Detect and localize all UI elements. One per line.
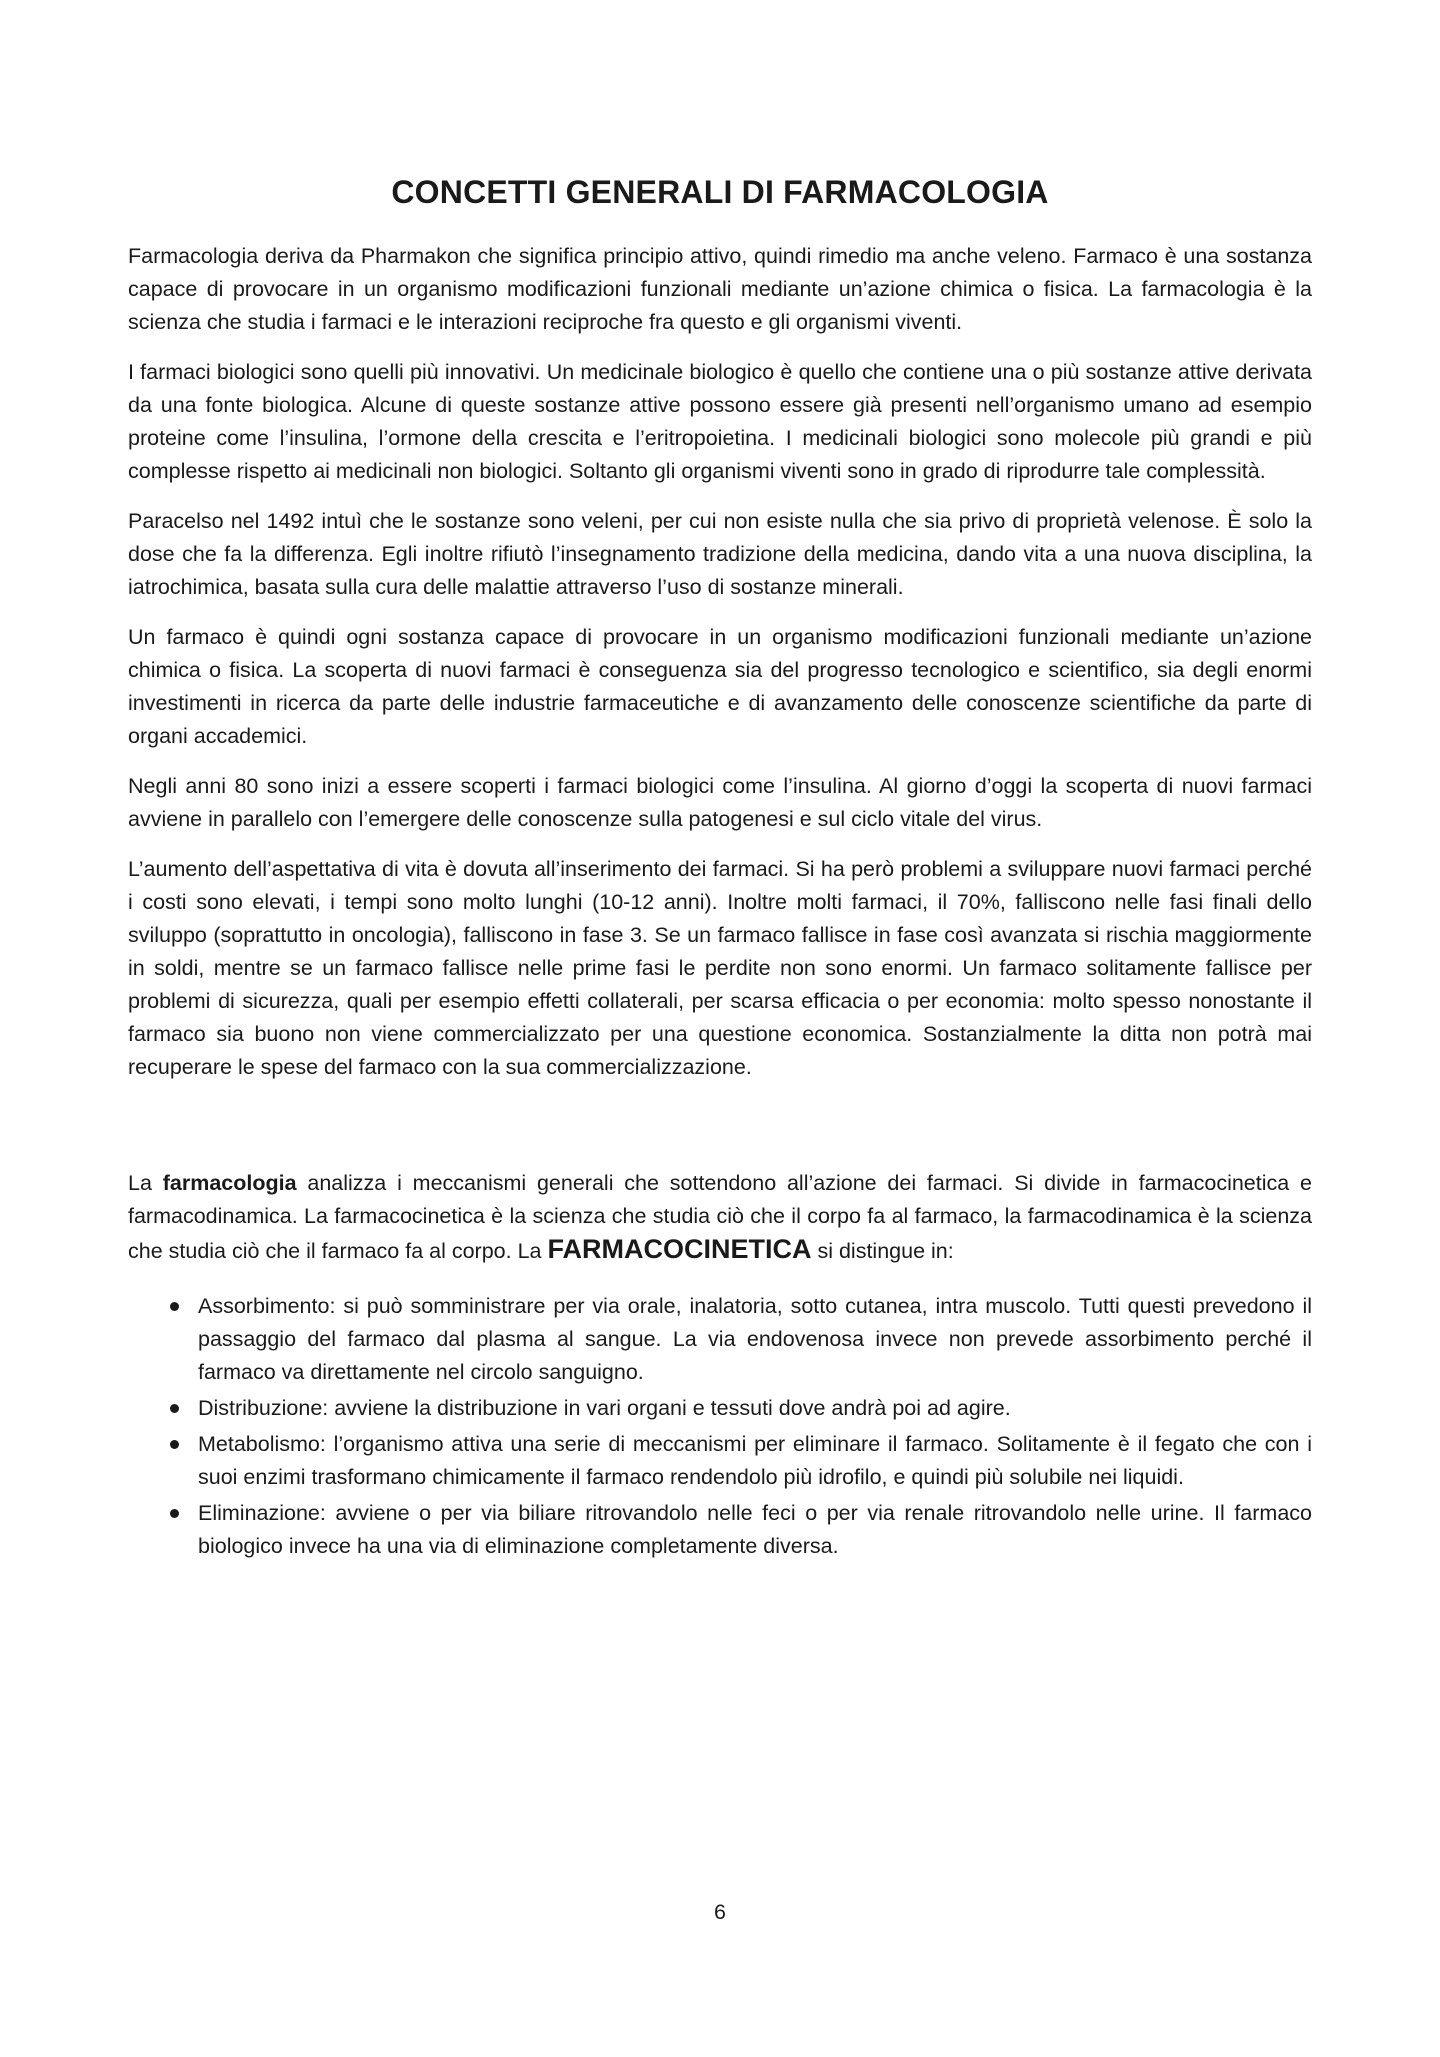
intro-tail: si distingue in:	[811, 1239, 954, 1263]
list-item	[128, 1428, 1312, 1494]
list-item-text: Assorbimento: si può somministrare per via orale, inalatoria, sotto cutanea, intra muscolo. Tutti questi prevedono il passaggio del farmaco dal plasma al sangue. La via endovenosa invece non prevede assorbimento perché il farmaco va direttamente nel circolo sanguigno.	[198, 1294, 1312, 1384]
paragraph-life-expectancy: L’aumento dell’aspettativa di vita è dovuta all’inserimento dei farmaci. Si ha però problemi a sviluppare nuovi farmaci perché i costi sono elevati, i tempi sono molto lunghi (10-12 anni). Inoltre molti farmaci, il 70%, falliscono nelle fasi finali dello sviluppo (soprattutto in oncologia), falliscono in fase 3. Se un farmaco fallisce in fase così avanzata si rischia maggiormente in soldi, mentre se un farmaco fallisce nelle prime fasi le perdite non sono enormi. Un farmaco solitamente fallisce per problemi di sicurezza, quali per esempio effetti collaterali, per scarsa efficacia o per economia: molto spesso nonostante il farmaco sia buono non viene commercializzato per una questione economica. Sostanzialmente la ditta non potrà mai recuperare le spese del farmaco con la sua commercializzazione.	[128, 857, 1312, 1079]
paragraph-eighties: Negli anni 80 sono inizi a essere scoperti i farmaci biologici come l’insulina. Al giorno d’oggi la scoperta di nuovi farmaci avviene in parallelo con l’emergere delle conoscenze sulla patogenesi e sul ciclo vitale del virus.	[128, 774, 1312, 831]
bullet-icon	[170, 1302, 179, 1311]
paragraph-biological-drugs: I farmaci biologici sono quelli più innovativi. Un medicinale biologico è quello che contiene una o più sostanze attive derivata da una fonte biologica. Alcune di queste sostanze attive possono essere già presenti nell’organismo umano ad esempio proteine come l’insulina, l’ormone della crescita e l’eritropoietina. I medicinali biologici sono molecole più grandi e più complesse rispetto ai medicinali non biologici. Soltanto gli organismi viventi sono in grado di riprodurre tale complessità.	[128, 360, 1312, 483]
bullet-icon	[170, 1440, 179, 1449]
list-item	[128, 1392, 1312, 1425]
list-item	[128, 1497, 1312, 1563]
intro-big-word: FARMACOCINETICA	[547, 1234, 812, 1264]
paragraph-drug-discovery: Un farmaco è quindi ogni sostanza capace di provocare in un organismo modificazioni funzionali mediante un’azione chimica o fisica. La scoperta di nuovi farmaci è conseguenza sia del progresso tecnologico e scientifico, sia degli enormi investimenti in ricerca da parte delle industrie farmaceutiche e di avanzamento delle conoscenze scientifiche da parte di organi accademici.	[128, 625, 1312, 748]
paragraph-paracelso: Paracelso nel 1492 intuì che le sostanze sono veleni, per cui non esiste nulla che sia privo di proprietà velenose. È solo la dose che fa la differenza. Egli inoltre rifiutò l’insegnamento tradizione della medicina, dando vita a una nuova disciplina, la iatrochimica, basata sulla cura delle malattie attraverso l’uso di sostanze minerali.	[128, 509, 1312, 599]
bullet-icon	[170, 1404, 179, 1413]
pharmacokinetics-list	[128, 1290, 1312, 1563]
page-title: CONCETTI GENERALI DI FARMACOLOGIA	[391, 174, 1049, 210]
paragraph-pharmacology-intro	[128, 1167, 1312, 1268]
bullet-icon	[170, 1509, 179, 1518]
intro-lead: La	[128, 1171, 163, 1195]
intro-middle: analizza i meccanismi generali che sottendono all’azione dei farmaci. Si divide in farmacocinetica e farmacodinamica. La farmacocinetica è la scienza che studia ciò che il corpo fa al farmaco, la farmacodinamica è la scienza che studia ciò che il farmaco fa al corpo. La	[128, 1171, 1312, 1263]
list-item	[128, 1290, 1312, 1389]
list-item-text: Metabolismo: l’organismo attiva una serie di meccanismi per eliminare il farmaco. Solitamente è il fegato che con i suoi enzimi trasformano chimicamente il farmaco rendendolo più idrofilo, e quindi più solubile nei liquidi.	[198, 1432, 1312, 1489]
page-number: 6	[714, 1900, 726, 1924]
list-item-text: Distribuzione: avviene la distribuzione in vari organi e tessuti dove andrà poi ad agire.	[198, 1396, 1011, 1420]
intro-bold-word: farmacologia	[162, 1171, 297, 1195]
paragraph-definition: Farmacologia deriva da Pharmakon che significa principio attivo, quindi rimedio ma anche veleno. Farmaco è una sostanza capace di provocare in un organismo modificazioni funzionali mediante un’azione chimica o fisica. La farmacologia è la scienza che studia i farmaci e le interazioni reciproche fra questo e gli organismi viventi.	[128, 244, 1312, 334]
section-gap	[128, 1101, 1312, 1167]
list-item-text: Eliminazione: avviene o per via biliare ritrovandolo nelle feci o per via renale ritrovandolo nelle urine. Il farmaco biologico invece ha una via di eliminazione completamente diversa.	[198, 1501, 1312, 1558]
